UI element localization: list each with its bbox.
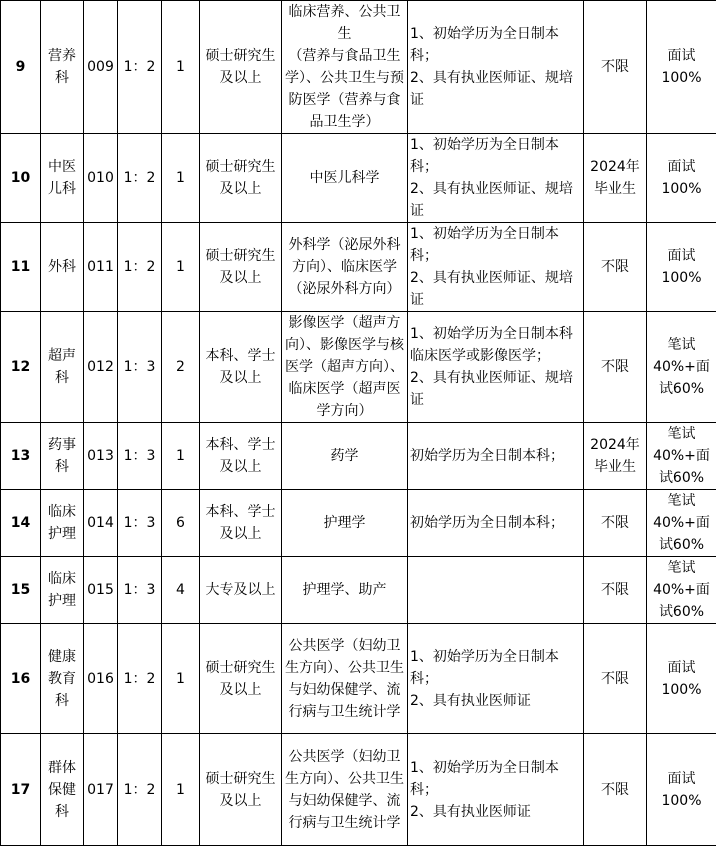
position-code-cell: 010 (84, 134, 118, 223)
position-code-cell: 013 (84, 423, 118, 490)
graduate-type-cell: 2024年 毕业生 (584, 134, 647, 223)
table-row (1, 312, 716, 423)
hire-count-cell: 6 (162, 490, 200, 557)
department-cell: 健康 教育 科 (41, 624, 84, 734)
position-code-cell: 017 (84, 734, 118, 846)
department-cell: 药事 科 (41, 423, 84, 490)
graduate-type-cell: 不限 (584, 624, 647, 734)
department-cell: 临床 护理 (41, 490, 84, 557)
table-row (1, 624, 716, 734)
major-cell: 影像医学（超声方向）、影像医学与核医学（超声方向）、临床医学（超声医学方向） (282, 312, 408, 423)
row-number-cell: 12 (1, 312, 41, 423)
table-row (1, 557, 716, 624)
education-cell: 本科、学士 及以上 (200, 312, 282, 423)
requirements-cell: 1、初始学历为全日制本科； 2、具有执业医师证 (408, 624, 584, 734)
table-row (1, 223, 716, 312)
major-cell: 公共医学（妇幼卫生方向）、公共卫生与妇幼保健学、流行病与卫生统计学 (282, 624, 408, 734)
row-number-cell: 11 (1, 223, 41, 312)
exam-method-cell: 笔试 40%+面 试60% (647, 423, 716, 490)
interview-ratio-cell: 1：2 (118, 624, 162, 734)
table-row (1, 490, 716, 557)
major-cell: 外科学（泌尿外科方向）、临床医学（泌尿外科方向） (282, 223, 408, 312)
education-cell: 硕士研究生 及以上 (200, 1, 282, 134)
department-cell: 外科 (41, 223, 84, 312)
requirements-cell: 1、初始学历为全日制本科； 2、具有执业医师证、规培证 (408, 223, 584, 312)
row-number-cell: 14 (1, 490, 41, 557)
interview-ratio-cell: 1：2 (118, 223, 162, 312)
graduate-type-cell: 2024年 毕业生 (584, 423, 647, 490)
education-cell: 大专及以上 (200, 557, 282, 624)
exam-method-cell: 面试 100% (647, 624, 716, 734)
department-cell: 中医 儿科 (41, 134, 84, 223)
position-code-cell: 015 (84, 557, 118, 624)
hire-count-cell: 1 (162, 1, 200, 134)
major-cell: 护理学 (282, 490, 408, 557)
major-cell: 护理学、助产 (282, 557, 408, 624)
graduate-type-cell: 不限 (584, 312, 647, 423)
requirements-cell: 1、初始学历为全日制本科； 2、具有执业医师证 (408, 734, 584, 846)
table-row (1, 423, 716, 490)
education-cell: 硕士研究生 及以上 (200, 134, 282, 223)
table-row (1, 734, 716, 846)
requirements-cell (408, 557, 584, 624)
interview-ratio-cell: 1：3 (118, 423, 162, 490)
hire-count-cell: 4 (162, 557, 200, 624)
graduate-type-cell: 不限 (584, 490, 647, 557)
education-cell: 硕士研究生 及以上 (200, 624, 282, 734)
requirements-cell: 1、初始学历为全日制本科； 2、具有执业医师证、规培证 (408, 1, 584, 134)
position-code-cell: 014 (84, 490, 118, 557)
major-cell: 药学 (282, 423, 408, 490)
hire-count-cell: 1 (162, 223, 200, 312)
interview-ratio-cell: 1：3 (118, 490, 162, 557)
education-cell: 本科、学士 及以上 (200, 490, 282, 557)
major-cell: 中医儿科学 (282, 134, 408, 223)
exam-method-cell: 面试 100% (647, 1, 716, 134)
row-number-cell: 16 (1, 624, 41, 734)
department-cell: 超声 科 (41, 312, 84, 423)
graduate-type-cell: 不限 (584, 223, 647, 312)
education-cell: 硕士研究生 及以上 (200, 223, 282, 312)
graduate-type-cell: 不限 (584, 557, 647, 624)
graduate-type-cell: 不限 (584, 1, 647, 134)
department-cell: 营养 科 (41, 1, 84, 134)
education-cell: 本科、学士 及以上 (200, 423, 282, 490)
hire-count-cell: 1 (162, 624, 200, 734)
department-cell: 临床 护理 (41, 557, 84, 624)
exam-method-cell: 笔试 40%+面 试60% (647, 557, 716, 624)
table-row (1, 1, 716, 134)
exam-method-cell: 面试 100% (647, 734, 716, 846)
requirements-cell: 初始学历为全日制本科； (408, 423, 584, 490)
interview-ratio-cell: 1：3 (118, 557, 162, 624)
exam-method-cell: 面试 100% (647, 134, 716, 223)
row-number-cell: 9 (1, 1, 41, 134)
requirements-cell: 初始学历为全日制本科； (408, 490, 584, 557)
exam-method-cell: 笔试 40%+面 试60% (647, 312, 716, 423)
row-number-cell: 10 (1, 134, 41, 223)
education-cell: 硕士研究生 及以上 (200, 734, 282, 846)
interview-ratio-cell: 1：2 (118, 734, 162, 846)
hire-count-cell: 1 (162, 423, 200, 490)
position-code-cell: 011 (84, 223, 118, 312)
major-cell: 临床营养、公共卫生 （营养与食品卫生学）、公共卫生与预防医学（营养与食品卫生学） (282, 1, 408, 134)
interview-ratio-cell: 1：2 (118, 1, 162, 134)
exam-method-cell: 笔试 40%+面 试60% (647, 490, 716, 557)
exam-method-cell: 面试 100% (647, 223, 716, 312)
requirements-cell: 1、初始学历为全日制本科； 2、具有执业医师证、规培证 (408, 134, 584, 223)
position-code-cell: 009 (84, 1, 118, 134)
position-code-cell: 012 (84, 312, 118, 423)
interview-ratio-cell: 1：2 (118, 134, 162, 223)
hire-count-cell: 1 (162, 134, 200, 223)
major-cell: 公共医学（妇幼卫生方向）、公共卫生与妇幼保健学、流行病与卫生统计学 (282, 734, 408, 846)
row-number-cell: 13 (1, 423, 41, 490)
requirements-cell: 1、初始学历为全日制本科临床医学或影像医学； 2、具有执业医师证、规培证 (408, 312, 584, 423)
row-number-cell: 17 (1, 734, 41, 846)
hire-count-cell: 2 (162, 312, 200, 423)
graduate-type-cell: 不限 (584, 734, 647, 846)
row-number-cell: 15 (1, 557, 41, 624)
position-code-cell: 016 (84, 624, 118, 734)
interview-ratio-cell: 1：3 (118, 312, 162, 423)
table-row (1, 134, 716, 223)
department-cell: 群体 保健 科 (41, 734, 84, 846)
hire-count-cell: 1 (162, 734, 200, 846)
